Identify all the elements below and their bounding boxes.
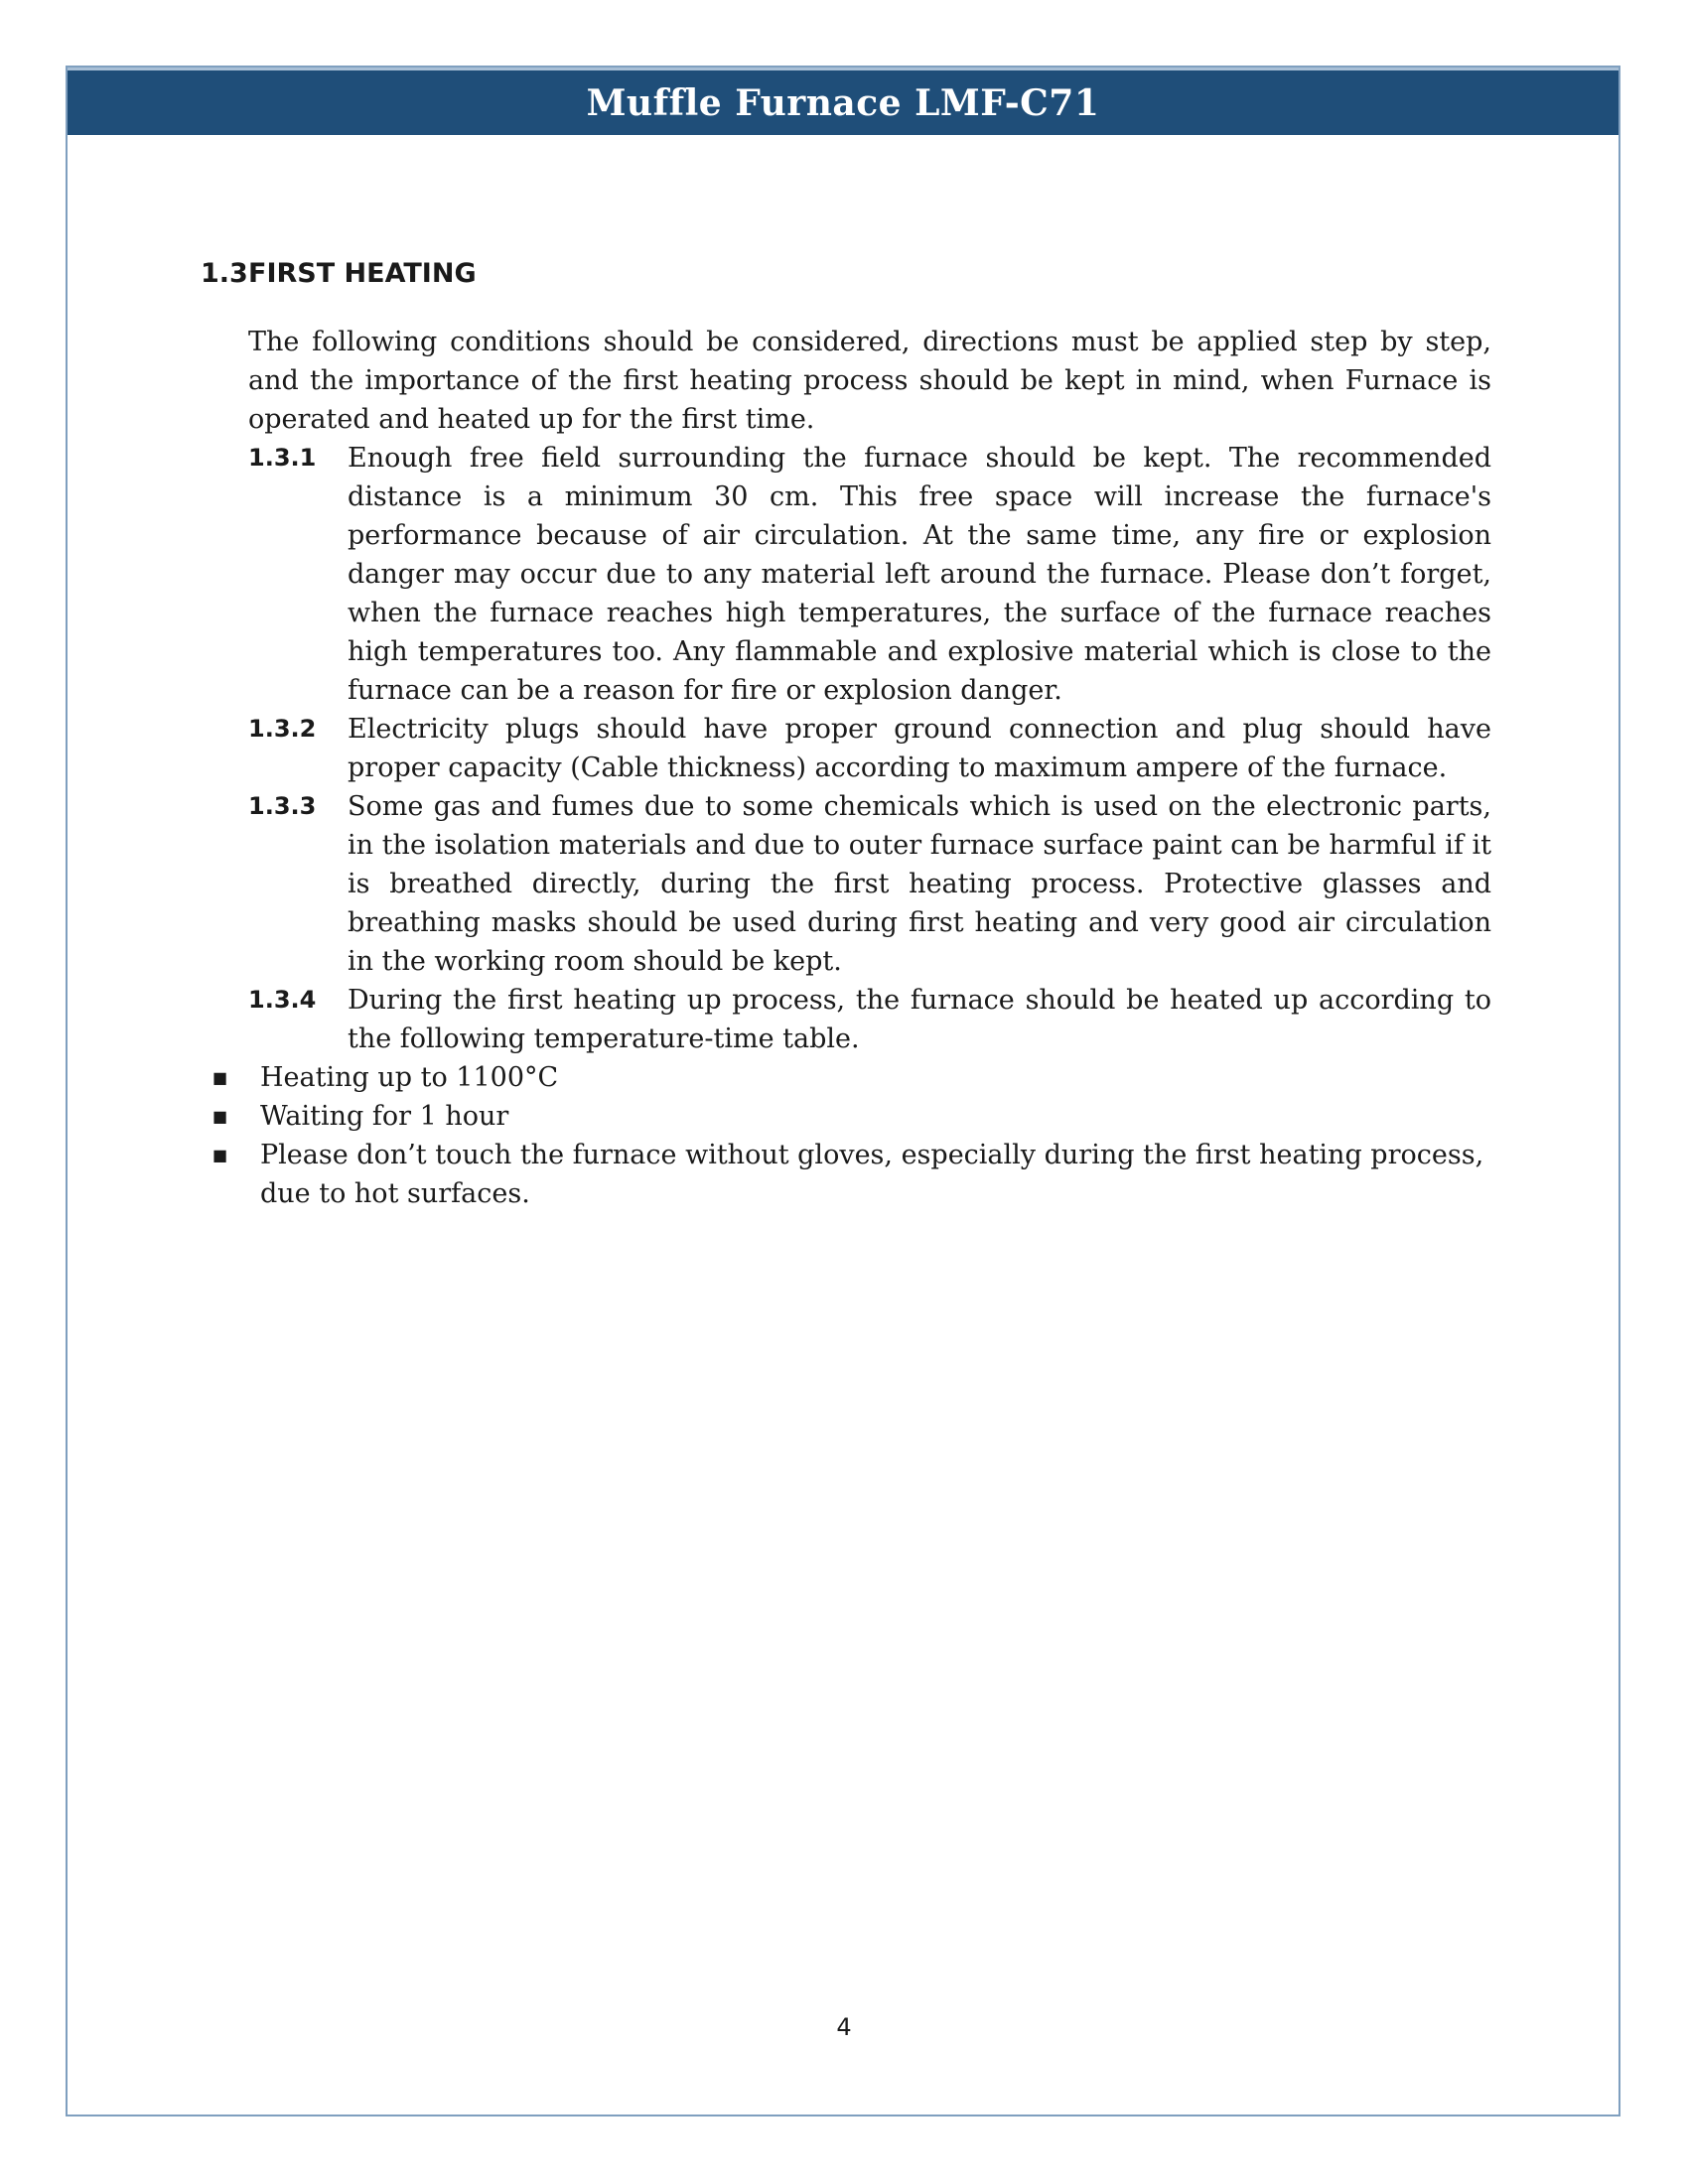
- document-title: Muffle Furnace LMF-C71: [586, 81, 1100, 124]
- square-bullet-icon: ■: [212, 1107, 228, 1126]
- header-bar: [68, 68, 1618, 135]
- sub-item-number: 1.3.1: [248, 444, 317, 472]
- section-heading: [201, 258, 1491, 289]
- sub-item-number: 1.3.3: [248, 792, 317, 820]
- square-bullet-icon: ■: [212, 1068, 228, 1087]
- sub-item-number: 1.3.2: [248, 715, 317, 743]
- sub-item-text: Electricity plugs should have proper ground connection and plug should have proper capacity (Cable thickness) according to maximum ampere of the furnace.: [348, 714, 1491, 783]
- bullet-text: Heating up to 1100°C: [260, 1062, 559, 1093]
- sub-item-text: During the first heating up process, the furnace should be heated up according to the following temperature-time table.: [348, 985, 1491, 1054]
- square-bullet-icon: ■: [212, 1146, 228, 1164]
- section-number: 1.3: [201, 258, 248, 289]
- sub-item-number: 1.3.4: [248, 986, 317, 1014]
- bullet-text: Please don’t touch the furnace without gloves, especially during the first heating process, due to hot surfaces.: [260, 1140, 1484, 1209]
- bullet-list: [201, 1058, 1491, 1213]
- page-number: 4: [836, 2013, 852, 2041]
- sub-item-text: Enough free field surrounding the furnace should be kept. The recommended distance is a minimum 30 cm. This free space will increase the furnace's performance because of air circulation. At the same time, any fire or explosion danger may occur due to any material left around the furnace. Please don’t forget, when the furnace reaches high temperatures, the surface of the furnace reaches high temperatures too. Any flammable and explosive material which is close to the furnace can be a reason for fire or explosion danger.: [348, 443, 1491, 706]
- sub-item: [248, 787, 1491, 981]
- list-item: [201, 1058, 1491, 1097]
- sub-item-text: Some gas and fumes due to some chemicals which is used on the electronic parts, in the isolation materials and due to outer furnace surface paint can be harmful if it is breathed directly, during the first heating process. Protective glasses and breathing masks should be used during first heating and very good air circulation in the working room should be kept.: [348, 791, 1491, 977]
- bullet-text: Waiting for 1 hour: [260, 1101, 509, 1132]
- page-content: [201, 258, 1491, 1213]
- sub-item: [248, 981, 1491, 1058]
- list-item: [201, 1136, 1491, 1213]
- sub-item: [248, 710, 1491, 787]
- list-item: [201, 1097, 1491, 1136]
- section-title: FIRST HEATING: [248, 258, 477, 289]
- sub-item: [248, 439, 1491, 710]
- section-intro: The following conditions should be considered, directions must be applied step by step, and the importance of the first heating process should be kept in mind, when Furnace is operated and heated up for the first time.: [248, 327, 1491, 435]
